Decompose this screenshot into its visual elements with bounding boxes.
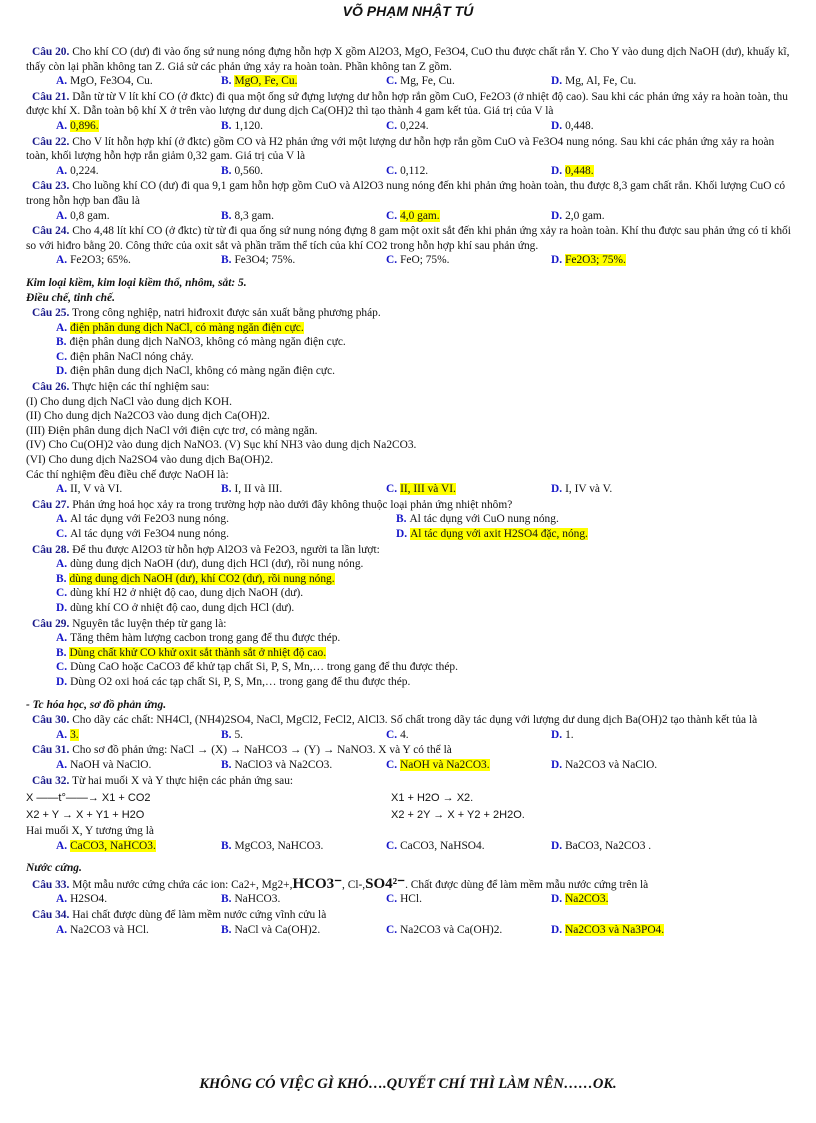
option-text: dùng khí H2 ở nhiệt độ cao, dung dịch NaOH (dư). [70,587,304,600]
answer-option[interactable] [56,253,221,268]
option-label: A. [56,923,68,936]
option-text: CaCO3, NaHCO3. [70,839,156,852]
option-label: A. [56,513,68,526]
option-text: điện phân NaCl nóng chảy. [70,350,194,363]
answer-option[interactable] [56,164,221,179]
answer-option[interactable] [56,482,221,497]
option-text: Na2CO3 và NaClO. [565,758,658,771]
question-text: Dẫn từ từ V lít khí CO (ở đktc) đi qua một ống sứ đựng lượng dư hỗn hợp rắn gồm CuO, Fe2O3 (ở nhiệt độ cao). Sau khi các phản ứng xảy ra hoàn toàn, thu được khí X. Dẫn toàn bộ khí X ở trên vào lượng dư dung dịch Ca(OH)2 thì tạo thành 4 gam kết tủa. Giá trị của V là [26,90,788,118]
question-number: Câu 32. [32,774,70,787]
option-text: Dùng chất khử CO khử oxit sắt thành sắt ở nhiệt độ cao. [69,646,327,659]
question [26,877,796,907]
option-label: D. [551,923,563,936]
options-group [26,119,796,134]
question-number: Câu 28. [32,543,70,556]
option-label: C. [386,164,398,177]
options-group [26,892,796,907]
question-text: Hai muối X, Y tương ứng là [26,825,154,838]
question [26,90,796,134]
option-label: D. [551,75,563,88]
answer-option[interactable] [551,728,716,743]
option-text: dùng khí CO ở nhiệt độ cao, dung dịch HCl (dư). [70,601,295,614]
question [26,306,796,379]
ion-so4: SO4²⁻ [365,875,406,892]
worksheet [26,44,796,937]
option-label: B. [221,893,232,906]
answer-option[interactable] [56,74,221,89]
question-text: Để thu được Al2O3 từ hỗn hợp Al2O3 và Fe2O3, người ta lần lượt: [72,543,380,556]
question [26,380,796,497]
option-text: 2,0 gam. [565,209,605,222]
option-text: MgO, Fe3O4, Cu. [70,75,153,88]
question-stem [26,498,796,513]
options-group [26,512,796,541]
option-label: D. [56,675,68,688]
answer-option[interactable] [56,119,221,134]
option-text: NaOH và NaClO. [70,758,152,771]
reaction-row [26,792,796,805]
option-label: B. [221,75,232,88]
option-label: C. [386,209,398,222]
question-text: Hai chất được dùng để làm mềm nước cứng vĩnh cửu là [72,909,327,922]
question-text: Cho khí CO (dư) đi vào ống sứ nung nóng đựng hỗn hợp X gồm Al2O3, MgO, Fe3O4, CuO thu được chất rắn Y. Cho Y vào dung dịch NaOH (dư), khuấy kĩ, thấy còn lại phần không tan Z. Giả sử các phản ứng xảy ra hoàn toàn. Phần không tan Z gồm. [26,46,790,73]
answer-option[interactable] [551,482,716,497]
option-text: Na2CO3 và Na3PO4. [565,923,665,936]
option-text: NaCl và Ca(OH)2. [234,923,321,936]
option-text: Fe2O3; 65%. [70,254,131,267]
question-text: Một mẫu nước cứng chứa các ion: Ca2+, Mg2+, [72,878,293,891]
option-text: điện phân dung dịch NaNO3, không có màng ngăn điện cực. [69,336,346,349]
option-text: Fe2O3; 75%. [565,254,626,267]
answer-option[interactable] [56,209,221,224]
ion-hco3: HCO3⁻ [292,875,343,892]
question-number: Câu 24. [32,225,70,238]
answer-option[interactable] [551,839,716,854]
question [26,908,796,937]
options-group [26,758,796,773]
experiment-line: (VI) Cho dung dịch Na2SO4 vào dung dịch Ba(OH)2. [26,454,274,467]
answer-option[interactable] [386,164,551,179]
answer-option[interactable] [551,923,716,938]
question-number: Câu 25. [32,307,70,320]
answer-option[interactable] [386,119,551,134]
option-label: A. [56,164,68,177]
question-text: Nguyên tắc luyện thép từ gang là: [72,617,227,630]
question-number: Câu 31. [32,744,70,757]
answer-option[interactable] [386,758,551,773]
option-text: dùng dung dịch NaOH (dư), dung dịch HCl (dư), rồi nung nóng. [70,558,364,571]
option-label: D. [551,728,563,741]
question-text: Cho V lít hỗn hợp khí (ở đktc) gồm CO và H2 phản ứng với một lượng dư hỗn hợp rắn gồm CuO và Fe3O4 nung nóng. Sau khi các phản ứng xảy ra hoàn toàn, khối lượng hỗn hợp rắn giảm 0,32 gam. Giá trị của V là [26,135,775,163]
option-text: Na2CO3 và Ca(OH)2. [400,923,503,936]
option-text: MgO, Fe, Cu. [234,75,298,88]
option-text: MgCO3, NaHCO3. [234,839,324,852]
page-title: VÕ PHẠM NHẬT TÚ [342,3,474,19]
answer-option[interactable] [56,527,396,542]
option-label: C. [386,923,398,936]
option-label: D. [56,601,68,614]
answer-option[interactable] [56,923,221,938]
option-text: BaCO3, Na2CO3 . [565,839,652,852]
answer-option[interactable] [221,482,386,497]
question [26,224,796,268]
option-label: B. [221,164,232,177]
answer-option[interactable] [386,253,551,268]
question-number: Câu 22. [32,135,70,148]
option-label: B. [221,483,232,496]
option-text: dùng dung dịch NaOH (dư), khí CO2 (dư), rồi nung nóng. [69,572,335,585]
option-text: 4. [400,728,409,741]
option-text: Na2CO3. [565,893,609,906]
question-text: Thực hiện các thí nghiệm sau: [72,381,210,394]
question-text: Cho luồng khí CO (dư) đi qua 9,1 gam hỗn hợp gồm CuO và Al2O3 nung nóng đến khi phản ứng hoàn toàn, thu được 8,3 gam chất rắn. Khối lượng CuO có trong hỗn hợp ban đầu là [26,180,786,207]
answer-option[interactable] [396,512,736,527]
answer-option[interactable] [551,209,716,224]
option-text: 1. [565,728,574,741]
option-text: 0,448. [565,164,594,177]
option-label: C. [386,893,398,906]
option-label: A. [56,483,68,496]
option-text: 3. [70,728,79,741]
option-text: Mg, Al, Fe, Cu. [565,75,637,88]
option-text: 0,448. [565,119,594,132]
question [26,743,796,772]
question-text: Cho dãy các chất: NH4Cl, (NH4)2SO4, NaCl, MgCl2, FeCl2, AlCl3. Số chất trong dãy tác dụng với lượng dư dung dịch Ba(OH)2 tạo thành kết tủa là [72,714,758,727]
question-text: . Chất được dùng để làm mềm mẫu nước cứng trên là [405,878,649,891]
option-label: A. [56,209,68,222]
experiment-line: Các thí nghiệm đều điều chế được NaOH là: [26,468,229,481]
question [26,135,796,179]
option-text: Tăng thêm hàm lượng cacbon trong gang để thu được thép. [70,632,341,645]
option-text: II, III và VI. [400,483,456,496]
answer-option[interactable] [386,74,551,89]
option-label: C. [56,587,68,600]
option-label: C. [386,483,398,496]
option-label: C. [386,75,398,88]
section-heading: - Tc hóa học, sơ đồ phản ứng. [26,698,167,711]
question-text: Cho 4,48 lít khí CO (ở đktc) từ từ đi qua ống sứ nung nóng đựng 8 gam một oxit sắt đến khi phản ứng xảy ra hoàn toàn. Khí thu được sau phản ứng có tỉ khối so với hiđro bằng 20. Công thức của oxit sắt và phần trăm thể tích của khí CO2 trong hỗn hợp khí sau phản ứng. [26,225,791,252]
option-text: I, IV và V. [565,483,613,496]
option-label: D. [551,164,563,177]
option-label: B. [396,513,407,526]
question-number: Câu 23. [32,180,70,193]
answer-option[interactable] [221,209,386,224]
question-stem [26,224,796,253]
answer-option[interactable] [56,660,796,675]
question-number: Câu 34. [32,909,70,922]
option-label: D. [551,839,563,852]
question-stem [26,908,796,923]
option-label: B. [221,119,232,132]
option-label: C. [56,661,68,674]
option-label: D. [551,758,563,771]
question [26,498,796,542]
answer-option[interactable] [56,646,796,661]
question-number: Câu 33. [32,878,70,891]
option-text: 0,224. [400,119,429,132]
answer-option[interactable] [551,758,716,773]
reaction-left: X ——t°——→ X1 + CO2 [26,792,151,805]
answer-option[interactable] [56,350,796,365]
answer-option[interactable] [56,321,796,336]
answer-option[interactable] [221,253,386,268]
option-label: A. [56,632,68,645]
question [26,543,796,616]
option-text: NaHCO3. [234,893,281,906]
answer-option[interactable] [551,119,716,134]
option-text: 0,112. [400,164,429,177]
option-label: D. [551,254,563,267]
experiment-line: (I) Cho dung dịch NaCl vào dung dịch KOH. [26,395,232,408]
reaction-row [26,809,796,822]
question [26,713,796,742]
option-label: A. [56,75,68,88]
options-group [26,728,796,743]
option-text: Mg, Fe, Cu. [400,75,455,88]
options-group [26,321,796,379]
option-text: Al tác dụng với Fe3O4 nung nóng. [70,528,229,540]
answer-option[interactable] [56,335,796,350]
motto: KHÔNG CÓ VIỆC GÌ KHÓ….QUYẾT CHÍ THÌ LÀM NÊN……OK. [199,1076,617,1092]
question [26,179,796,223]
options-group [26,631,796,689]
option-label: A. [56,321,68,334]
option-text: 1,120. [234,119,263,132]
option-label: B. [221,254,232,267]
option-text: Fe3O4; 75%. [234,254,296,267]
question-stem [26,543,796,558]
question-stem [26,774,796,789]
answer-option[interactable] [386,728,551,743]
option-text: 0,896. [70,119,99,132]
question-stem [26,90,796,119]
options-group [26,482,796,497]
option-text: 4,0 gam. [400,209,440,222]
question-stem [26,713,796,728]
option-label: C. [386,758,398,771]
answer-option[interactable] [386,892,551,907]
option-label: A. [56,254,68,267]
option-label: A. [56,558,68,571]
option-label: B. [221,923,232,936]
answer-option[interactable] [386,209,551,224]
question [26,617,796,690]
option-text: Dùng O2 oxi hoá các tạp chất Si, P, S, Mn,… trong gang để thu được thép. [70,675,411,688]
question-stem [26,135,796,164]
answer-option[interactable] [386,839,551,854]
answer-option[interactable] [56,675,796,690]
answer-option[interactable] [551,253,716,268]
question-text: , Cl-, [342,878,366,891]
question-stem [26,380,796,395]
options-group [26,74,796,89]
question-text: Trong công nghiệp, natri hiđroxit được sản xuất bằng phương pháp. [72,307,381,320]
option-text: CaCO3, NaHSO4. [400,839,485,852]
option-label: B. [56,572,67,585]
option-label: B. [221,839,232,852]
option-text: I, II và III. [234,483,283,496]
reaction-left: X2 + Y → X + Y1 + H2O [26,809,145,822]
experiment-line: (IV) Cho Cu(OH)2 vào dung dịch NaNO3. (V) Sục khí NH3 vào dung dịch Na2CO3. [26,439,417,452]
options-group [26,164,796,179]
option-label: A. [56,119,68,132]
answer-option[interactable] [56,364,796,379]
option-label: D. [551,893,563,906]
option-text: Al tác dụng với Fe2O3 nung nóng. [70,513,229,526]
question-number: Câu 27. [32,498,70,511]
section-heading: Nước cứng. [26,862,82,875]
answer-option[interactable] [551,164,716,179]
option-label: D. [396,528,408,540]
option-label: D. [56,365,68,378]
question-number: Câu 29. [32,617,70,630]
options-group [26,923,796,938]
option-text: II, V và VI. [70,483,123,496]
option-label: A. [56,839,68,852]
answer-option[interactable] [56,631,796,646]
options-group [26,839,796,854]
option-text: Al tác dụng với CuO nung nóng. [409,513,559,526]
answer-option[interactable] [221,892,386,907]
answer-option[interactable] [56,557,796,572]
option-label: C. [386,728,398,741]
answer-option[interactable] [56,512,396,527]
option-text: Al tác dụng với axit H2SO4 đặc, nóng. [410,528,588,540]
option-label: A. [56,893,68,906]
option-text: NaClO3 và Na2CO3. [234,758,333,771]
option-label: C. [386,254,398,267]
question-number: Câu 21. [32,90,70,103]
option-text: HCl. [400,893,422,906]
answer-option[interactable] [551,892,716,907]
option-label: C. [56,350,68,363]
option-label: D. [551,483,563,496]
answer-option[interactable] [221,923,386,938]
answer-option[interactable] [56,572,796,587]
answer-option[interactable] [56,586,796,601]
answer-option[interactable] [56,728,221,743]
option-text: 0,224. [70,164,99,177]
option-label: A. [56,758,68,771]
answer-option[interactable] [56,758,221,773]
option-label: D. [551,119,563,132]
answer-option[interactable] [221,119,386,134]
option-label: D. [551,209,563,222]
answer-option[interactable] [56,601,796,616]
option-label: C. [386,839,398,852]
answer-option[interactable] [221,758,386,773]
question-stem [26,179,796,208]
question-stem [26,743,796,758]
reaction-right: X2 + 2Y → X + Y2 + 2H2O. [391,809,525,822]
answer-option[interactable] [396,527,736,542]
options-group [26,253,796,268]
option-text: 5. [234,728,243,741]
answer-option[interactable] [386,923,551,938]
options-group [26,209,796,224]
question-number: Câu 20. [32,46,70,58]
section-heading: Kim loại kiềm, kim loại kiềm thổ, nhôm, sắt: 5. [26,276,247,289]
options-row [56,527,796,542]
option-label: A. [56,728,68,741]
section-heading: Điều chế, tinh chế. [26,291,115,304]
option-label: C. [56,528,68,540]
question-stem [26,877,796,893]
question-stem [26,617,796,632]
option-label: C. [386,119,398,132]
option-text: điện phân dung dịch NaCl, không có màng ngăn điện cực. [70,365,336,378]
option-label: B. [56,336,67,349]
question-number: Câu 30. [32,714,70,727]
question-stem [26,45,796,74]
answer-option[interactable] [221,74,386,89]
option-text: điện phân dung dịch NaCl, có màng ngăn điện cực. [70,321,304,334]
experiment-line: (II) Cho dung dịch Na2CO3 vào dung dịch Ca(OH)2. [26,410,270,423]
options-group [26,557,796,615]
question-text: Cho sơ đồ phản ứng: NaCl → (X) → NaHCO3 → (Y) → NaNO3. X và Y có thể là [72,744,452,757]
question [26,45,796,89]
option-text: 8,3 gam. [234,209,274,222]
option-label: B. [56,646,67,659]
question-number: Câu 26. [32,381,70,394]
option-text: NaOH và Na2CO3. [400,758,490,771]
answer-option[interactable] [551,74,716,89]
option-text: 0,8 gam. [70,209,110,222]
answer-option[interactable] [56,892,221,907]
option-text: 0,560. [234,164,263,177]
question-text: Phản ứng hoá học xảy ra trong trường hợp nào dưới đây không thuộc loại phản ứng nhiệt nhôm? [72,498,513,511]
reaction-right: X1 + H2O → X2. [391,792,474,805]
option-label: B. [221,758,232,771]
option-text: Dùng CaO hoặc CaCO3 để khử tạp chất Si, P, S, Mn,… trong gang để thu được thép. [70,661,458,674]
option-text: FeO; 75%. [400,254,450,267]
option-text: Na2CO3 và HCl. [70,923,149,936]
experiment-line: (III) Điện phân dung dịch NaCl với điện cực trơ, có màng ngăn. [26,424,318,437]
answer-option[interactable] [386,482,551,497]
answer-option[interactable] [56,839,221,854]
option-label: B. [221,209,232,222]
option-text: H2SO4. [70,893,108,906]
question-text: Từ hai muối X và Y thực hiện các phản ứng sau: [72,774,294,787]
answer-option[interactable] [221,839,386,854]
answer-option[interactable] [221,728,386,743]
question [26,774,796,854]
options-row [56,512,796,527]
option-label: B. [221,728,232,741]
question-stem [26,306,796,321]
answer-option[interactable] [221,164,386,179]
